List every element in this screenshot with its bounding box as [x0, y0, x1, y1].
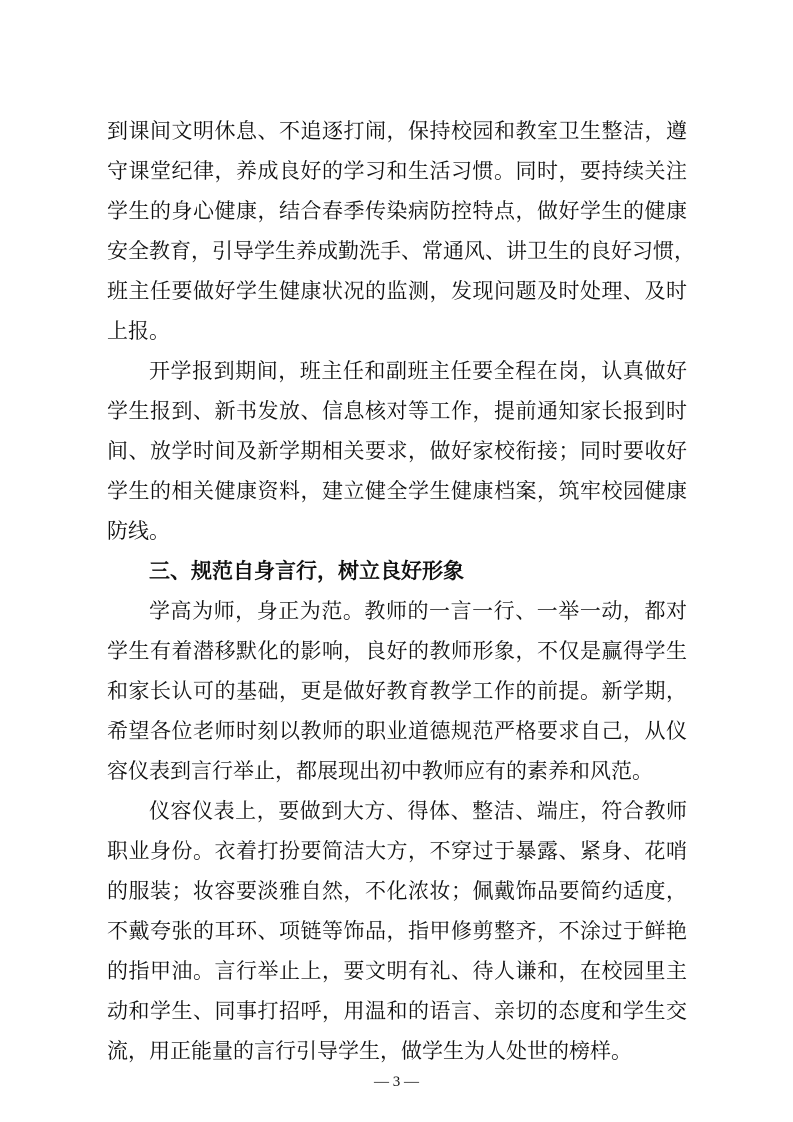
paragraph-2-line: 学生报到、新书发放、信息核对等工作，提前通知家长报到时: [107, 399, 687, 423]
paragraph-3-line: 容仪表到言行举止，都展现出初中教师应有的素养和风范。: [107, 759, 653, 783]
paragraph-1-line: 到课间文明休息、不追逐打闹，保持校园和教室卫生整洁，遵: [107, 119, 687, 143]
paragraph-4-line: 流，用正能量的言行引导学生，做学生为人处世的榜样。: [107, 1039, 632, 1063]
paragraph-3-line: 学高为师，身正为范。教师的一言一行、一举一动，都对: [149, 599, 687, 623]
paragraph-2-line: 学生的相关健康资料，建立健全学生健康档案，筑牢校园健康: [107, 479, 687, 503]
paragraph-1-line: 守课堂纪律，养成良好的学习和生活习惯。同时，要持续关注: [107, 159, 687, 183]
paragraph-4-line: 仪容仪表上，要做到大方、得体、整洁、端庄，符合教师: [149, 799, 687, 823]
paragraph-4-line: 的服装；妆容要淡雅自然，不化浓妆；佩戴饰品要简约适度，: [107, 879, 687, 903]
paragraph-4-line: 动和学生、同事打招呼，用温和的语言、亲切的态度和学生交: [107, 999, 687, 1023]
paragraph-2-line: 间、放学时间及新学期相关要求，做好家校衔接；同时要收好: [107, 439, 687, 463]
paragraph-2-line: 开学报到期间，班主任和副班主任要全程在岗，认真做好: [149, 359, 687, 383]
paragraph-4-line: 不戴夸张的耳环、项链等饰品，指甲修剪整齐，不涂过于鲜艳: [107, 919, 687, 943]
paragraph-2-line: 防线。: [107, 519, 170, 543]
paragraph-3-line: 希望各位老师时刻以教师的职业道德规范严格要求自己，从仪: [107, 719, 687, 743]
paragraph-3-line: 学生有着潜移默化的影响，良好的教师形象，不仅是赢得学生: [107, 639, 687, 663]
paragraph-1-line: 班主任要做好学生健康状况的监测，发现问题及时处理、及时: [107, 279, 687, 303]
paragraph-1-line: 安全教育，引导学生养成勤洗手、常通风、讲卫生的良好习惯，: [107, 239, 695, 263]
section-heading: 三、规范自身言行，树立良好形象: [149, 559, 464, 583]
paragraph-4-line: 的指甲油。言行举止上，要文明有礼、待人谦和，在校园里主: [107, 959, 687, 983]
paragraph-1-line: 上报。: [107, 319, 170, 343]
page-number: — 3 —: [374, 1074, 419, 1090]
paragraph-3-line: 和家长认可的基础，更是做好教育教学工作的前提。新学期，: [107, 679, 687, 703]
paragraph-1-line: 学生的身心健康，结合春季传染病防控特点，做好学生的健康: [107, 199, 687, 223]
paragraph-4-line: 职业身份。衣着打扮要简洁大方，不穿过于暴露、紧身、花哨: [107, 839, 687, 863]
